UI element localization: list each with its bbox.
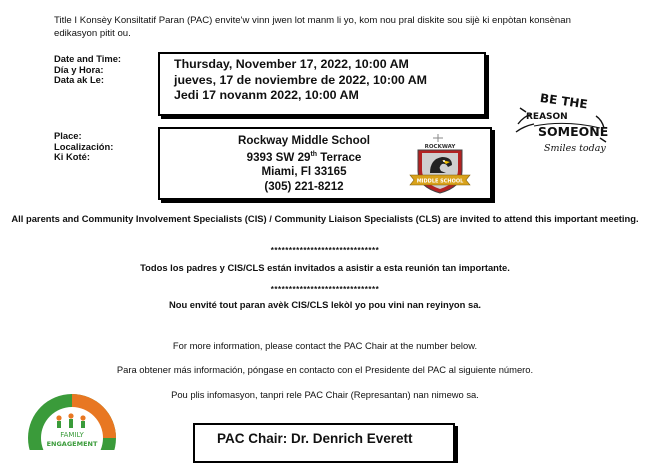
place-labels [54, 131, 113, 163]
separator-2: ****************************** [270, 285, 380, 294]
place-label-es: Localización: [54, 140, 114, 152]
date-label-en: Date and Time: [54, 53, 122, 64]
date-label-ht: Data ak Le: [54, 74, 105, 85]
logo-banner-text: MIDDLE SCHOOL [416, 178, 464, 185]
slogan-line2: REASON [526, 112, 568, 122]
place-label-ht: Ki Koté: [54, 151, 90, 162]
date-line-es: jueves, 17 de noviembre de 2022, 10:00 AM [174, 72, 427, 87]
date-labels [54, 54, 121, 86]
intro-paragraph: Title I Konsèy Konsiltatif Paran (PAC) envite'w vinn jwen lot manm li yo, kom nou pral diskite sou sijè ki enpòtan konsènan edikasyon pitit ou. [54, 15, 571, 39]
place-label-en: Place: [54, 130, 82, 141]
invite-spanish: Todos los padres y CIS/CLS están invitados a asistir a esta reunión tan importante. [140, 262, 510, 273]
logo-top-text: ROCKWAY [424, 144, 456, 150]
date-line-en: Thursday, November 17, 2022, 10:00 AM [174, 57, 409, 71]
street-address: 9393 SW 29th Terrace [246, 151, 362, 165]
city-zip: Miami, Fl 33165 [261, 165, 347, 179]
invite-english: All parents and Community Involvement Specialists (CIS) / Community Liaison Specialists (CLS) are invited to attend this important meeting. [11, 213, 639, 224]
family-engagement-badge [26, 392, 118, 450]
info-english: For more information, please contact the PAC Chair at the number below. [172, 340, 478, 351]
date-box [158, 52, 486, 116]
info-creole: Pou plis infomasyon, tanpri rele PAC Chair (Represantan) nan nimewo sa. [171, 389, 479, 400]
badge-line2: ENGAGEMENT [46, 440, 98, 448]
slogan-graphic [512, 88, 612, 168]
separator-1: ****************************** [270, 246, 380, 255]
school-logo [408, 133, 472, 195]
badge-line1: FAMILY [60, 431, 84, 439]
phone-number: (305) 221-8212 [264, 179, 344, 193]
school-name: Rockway Middle School [237, 134, 371, 147]
pac-chair-name: PAC Chair: Dr. Denrich Everett [217, 431, 413, 446]
info-spanish: Para obtener más información, póngase en contacto con el Presidente del PAC al siguiente número. [116, 364, 534, 375]
date-line-ht: Jedi 17 novanm 2022, 10:00 AM [174, 88, 359, 102]
place-box [158, 127, 492, 200]
pac-chair-box [193, 423, 455, 463]
invite-creole: Nou envité tout paran avèk CIS/CLS lekòl yo pou vini nan reyinyon sa. [168, 299, 482, 310]
slogan-line4: Smiles today [544, 143, 606, 154]
place-address [204, 134, 404, 194]
date-label-es: Día y Hora: [54, 63, 104, 75]
slogan-line1: BE THE [539, 90, 589, 112]
slogan-line3: SOMEONE [538, 124, 609, 139]
